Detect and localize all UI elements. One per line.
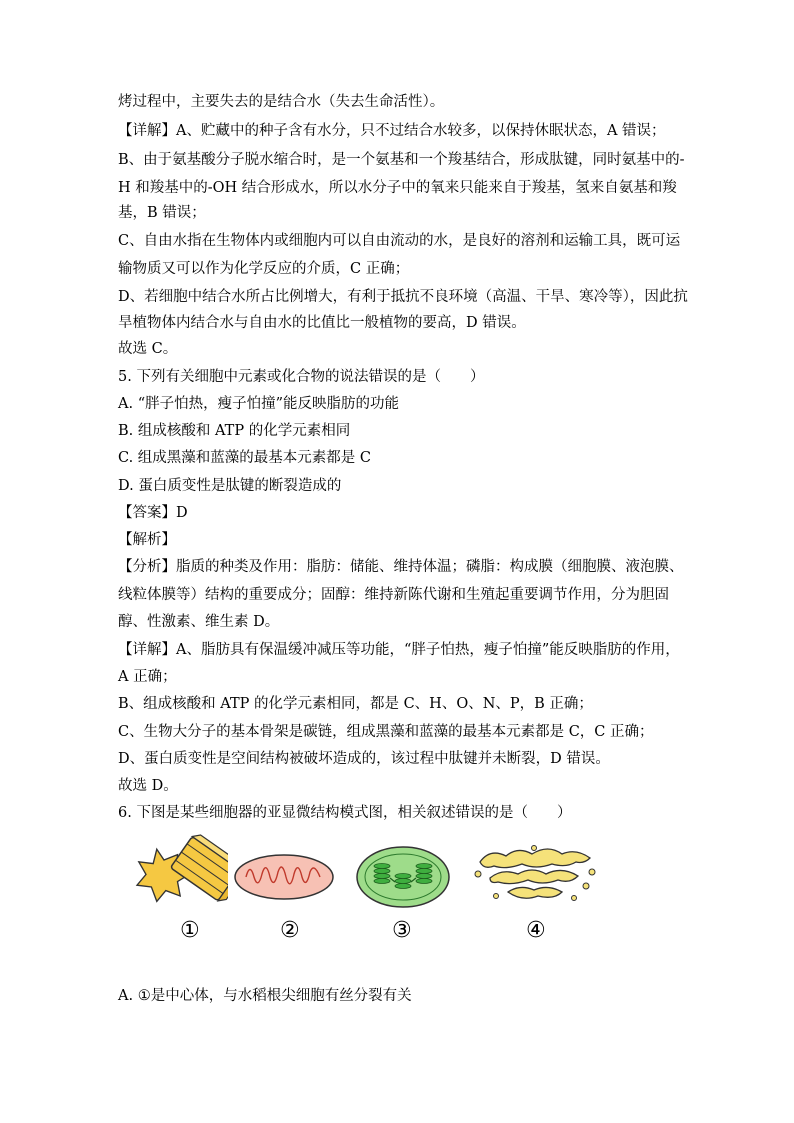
option-b: B. 组成核酸和 ATP 的化学元素相同 xyxy=(118,423,351,439)
text-line: 烤过程中，主要失去的是结合水（失去生命活性）。 xyxy=(118,94,445,110)
text-line: 故选 D。 xyxy=(118,778,178,794)
text-line: 基，B 错误； xyxy=(118,205,206,221)
label-3: ③ xyxy=(392,918,412,943)
option-d: D. 蛋白质变性是肽键的断裂造成的 xyxy=(118,478,342,494)
text-line: 线粒体膜等）结构的重要成分；固醇：维持新陈代谢和生殖起重要调节作用，分为胆固 xyxy=(118,587,669,603)
text-line: 醇、性激素、维生素 D。 xyxy=(118,614,280,630)
text-line: D、若细胞中结合水所占比例增大，有利于抵抗不良环境（高温、干旱、寒冷等），因此抗 xyxy=(118,289,688,305)
text-line: D、蛋白质变性是空间结构被破坏造成的，该过程中肽键并未断裂，D 错误。 xyxy=(118,751,610,767)
label-1: ① xyxy=(180,918,200,943)
text-line: A 正确； xyxy=(118,669,177,685)
centrosome-image xyxy=(128,834,228,909)
text-line: C、自由水指在生物体内或细胞内可以自由流动的水，是良好的溶剂和运输工具，既可运 xyxy=(118,233,681,249)
text-line: B、由于氨基酸分子脱水缩合时，是一个氨基和一个羧基结合，形成肽键，同时氨基中的- xyxy=(118,152,685,168)
option-c: C. 组成黑藻和蓝藻的最基本元素都是 C xyxy=(118,450,371,466)
mitochondrion-image xyxy=(232,852,336,902)
analysis-label: 【解析】 xyxy=(118,532,176,548)
text-line: C、生物大分子的基本骨架是碳链，组成黑藻和蓝藻的最基本元素都是 C，C 正确； xyxy=(118,724,654,740)
option-a: A. “胖子怕热，瘦子怕撞”能反映脂肪的功能 xyxy=(118,396,400,412)
text-line: 输物质又可以作为化学反应的介质，C 正确； xyxy=(118,261,410,277)
text-line: B、组成核酸和 ATP 的化学元素相同，都是 C、H、O、N、P，B 正确； xyxy=(118,696,593,712)
text-line: 故选 C。 xyxy=(118,341,178,357)
chloroplast-image xyxy=(354,844,452,910)
text-line: H 和羧基中的-OH 结合形成水，所以水分子中的氧来只能来自于羧基，氢来自氨基和羧 xyxy=(118,180,677,196)
question-6-stem: 6. 下图是某些细胞器的亚显微结构模式图，相关叙述错误的是（ ） xyxy=(118,805,572,821)
text-line: 旱植物体内结合水与自由水的比值比一般植物的要高，D 错误。 xyxy=(118,315,526,331)
text-line: 【详解】A、贮藏中的种子含有水分，只不过结合水较多，以保持休眠状态，A 错误； xyxy=(118,123,666,139)
organelle-figure xyxy=(128,834,608,946)
text-line: 【分析】脂质的种类及作用：脂肪：储能、维持体温；磷脂：构成膜（细胞膜、液泡膜、 xyxy=(118,559,684,575)
text-line: 【详解】A、脂肪具有保温缓冲减压等功能，“胖子怕热，瘦子怕撞”能反映脂肪的作用， xyxy=(118,642,680,658)
label-2: ② xyxy=(280,918,300,943)
answer-label: 【答案】D xyxy=(118,505,188,521)
option-a-q6: A. ①是中心体，与水稻根尖细胞有丝分裂有关 xyxy=(118,988,412,1004)
question-5-stem: 5. 下列有关细胞中元素或化合物的说法错误的是（ ） xyxy=(118,369,485,385)
golgi-image xyxy=(474,844,596,906)
label-4: ④ xyxy=(526,918,546,943)
